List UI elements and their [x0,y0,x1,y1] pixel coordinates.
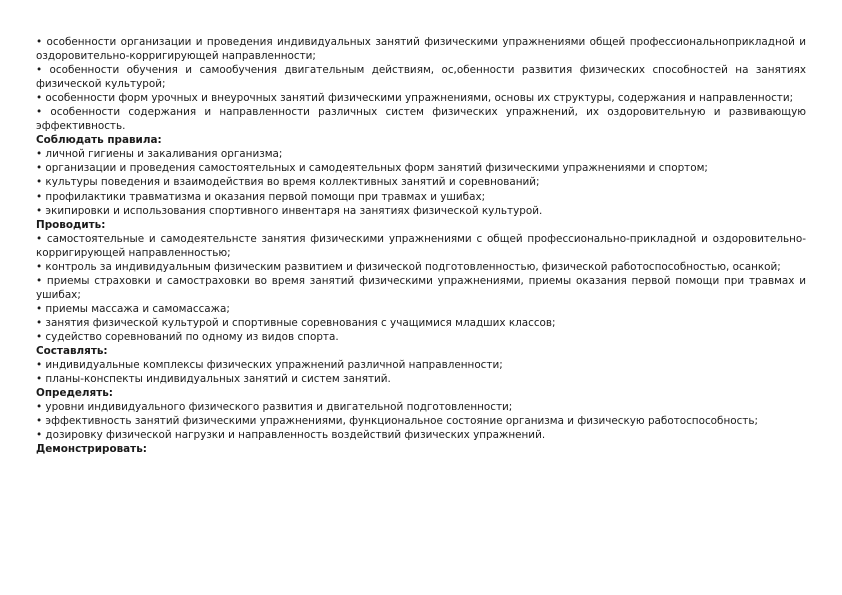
section-heading-compose: Составлять: [36,345,108,358]
list-item: • дозировку физической нагрузки и направленность воздействий физических упражнений. [36,429,546,442]
list-item: • особенности форм урочных и внеурочных занятий физическими упражнениями, основы их структуры, содержания и направленности; [36,92,794,105]
list-item: • личной гигиены и закаливания организма; [36,148,283,161]
list-item: • индивидуальные комплексы физических упражнений различной направленности; [36,359,503,372]
section-heading-determine: Определять: [36,387,113,400]
section-heading-observe-rules: Соблюдать правила: [36,134,162,147]
list-item: • особенности обучения и самообучения двигательным действиям, ос,обенности развития физических способностей на занятиях физической культурой; [36,64,806,91]
list-item: • приемы страховки и самостраховки во время занятий физическими упражнениями, приемы оказания первой помощи при травмах и ушибах; [36,274,806,301]
list-item: • планы-конспекты индивидуальных занятий и систем занятий. [36,373,391,386]
list-item: • особенности содержания и направленности различных систем физических упражнений, их оздоровительную и развивающую эффективность. [36,106,806,133]
section-heading-demonstrate: Демонстрировать: [36,443,147,456]
list-item: • эффективность занятий физическими упражнениями, функциональное состояние организма и физическую работоспособность; [36,415,758,428]
list-item: • организации и проведения самостоятельных и самодеятельных форм занятий физическими упражнениями и спортом; [36,162,708,175]
list-item: • экипировки и использования спортивного инвентаря на занятиях физической культурой. [36,204,543,217]
list-item: • занятия физической культурой и спортивные соревнования с учащимися младших классов; [36,316,556,329]
list-item: • культуры поведения и взаимодействия во время коллективных занятий и соревнований; [36,176,540,189]
list-item: • профилактики травматизма и оказания первой помощи при травмах и ушибах; [36,190,486,203]
list-item: • особенности организации и проведения индивидуальных занятий физическими упражнениями общей профессиональноприкладной и оздоровительно-корригирующей направленности; [36,36,806,63]
list-item: • уровни индивидуального физического развития и двигательной подготовленности; [36,401,513,414]
list-item: • контроль за индивидуальным физическим развитием и физической подготовленностью, физической работоспособностью, осанкой; [36,260,781,273]
document-body [36,35,806,456]
list-item: • приемы массажа и самомассажа; [36,302,230,315]
list-item: • самостоятельные и самодеятельнсте занятия физическими упражнениями с общей профессионально-прикладной и оздоровительно-корригирующей направленностью; [36,232,806,259]
list-item: • судейство соревнований по одному из видов спорта. [36,330,339,343]
section-heading-conduct: Проводить: [36,218,106,231]
